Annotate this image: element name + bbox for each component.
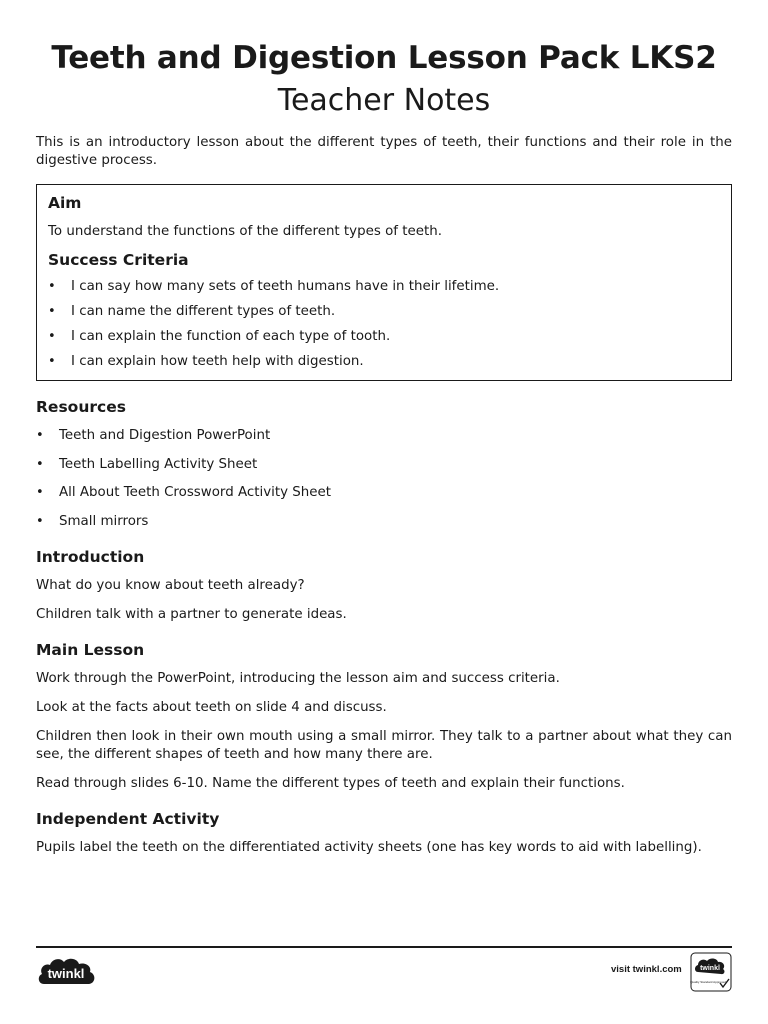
page-title: Teeth and Digestion Lesson Pack LKS2 — [51, 40, 717, 76]
introduction-section — [36, 547, 732, 624]
independent-activity-heading: Independent Activity — [36, 809, 220, 828]
bullet-icon: • — [36, 485, 44, 500]
page-subtitle: Teacher Notes — [277, 83, 491, 118]
introduction-heading: Introduction — [36, 547, 145, 566]
list-item — [48, 328, 720, 346]
logo-text: twinkl — [47, 966, 85, 981]
list-item-text: All About Teeth Crossword Activity Sheet — [59, 485, 332, 500]
aim-text: To understand the functions of the different types of teeth. — [48, 224, 442, 239]
footer-divider — [36, 946, 732, 948]
resources-section — [36, 397, 732, 531]
badge-caption: Quality Standard Approved — [690, 980, 726, 984]
main-lesson-heading: Main Lesson — [36, 640, 145, 659]
list-item — [36, 427, 732, 445]
bullet-icon: • — [36, 513, 44, 529]
bullet-icon: • — [48, 279, 56, 294]
resources-heading: Resources — [36, 398, 126, 416]
bullet-icon: • — [48, 329, 56, 344]
document-page — [36, 0, 732, 857]
bullet-icon: • — [36, 428, 44, 443]
visit-link[interactable]: visit twinkl.com — [611, 964, 682, 975]
resources-list — [36, 427, 732, 531]
independent-activity-section — [36, 809, 732, 857]
bullet-icon: • — [48, 354, 56, 369]
aim-box — [36, 184, 732, 381]
main-lesson-paragraph: Look at the facts about teeth on slide 4 and discuss. — [36, 699, 387, 715]
main-lesson-paragraph: Work through the PowerPoint, introducing the lesson aim and success criteria. — [36, 670, 560, 686]
list-item-text: I can explain how teeth help with digestion. — [71, 354, 364, 369]
aim-heading: Aim — [48, 194, 82, 212]
list-item — [36, 456, 732, 474]
main-lesson-paragraph: Read through slides 6-10. Name the different types of teeth and explain their functions. — [36, 775, 625, 791]
introduction-paragraph: Children talk with a partner to generate ideas. — [36, 606, 347, 622]
list-item-text: Teeth and Digestion PowerPoint — [59, 428, 271, 443]
main-lesson-section — [36, 640, 732, 793]
success-criteria-list — [48, 278, 720, 371]
list-item-text: I can explain the function of each type of tooth. — [71, 329, 391, 344]
twinkl-logo — [36, 954, 98, 988]
list-item-text: I can name the different types of teeth. — [71, 304, 336, 319]
list-item-text: Teeth Labelling Activity Sheet — [59, 456, 258, 472]
list-item — [48, 278, 720, 296]
main-lesson-paragraph: Children then look in their own mouth using a small mirror. They talk to a partner about what they can see, the different shapes of teeth and how many there are. — [36, 728, 732, 762]
success-criteria-heading: Success Criteria — [48, 251, 189, 269]
bullet-icon: • — [48, 304, 56, 319]
independent-activity-paragraph: Pupils label the teeth on the differentiated activity sheets (one has key words to aid with labelling). — [36, 839, 702, 855]
list-item — [36, 484, 732, 502]
list-item — [48, 353, 720, 371]
introduction-paragraph: What do you know about teeth already? — [36, 577, 305, 593]
list-item — [36, 513, 732, 531]
bullet-icon: • — [36, 456, 44, 472]
badge-logo-text: twinkl — [700, 965, 720, 972]
quality-standard-badge — [690, 952, 732, 992]
list-item — [48, 303, 720, 321]
list-item-text: Small mirrors — [59, 513, 149, 529]
list-item-text: I can say how many sets of teeth humans have in their lifetime. — [71, 279, 500, 294]
intro-paragraph: This is an introductory lesson about the different types of teeth, their functions and their role in the digestive process. — [36, 135, 732, 168]
